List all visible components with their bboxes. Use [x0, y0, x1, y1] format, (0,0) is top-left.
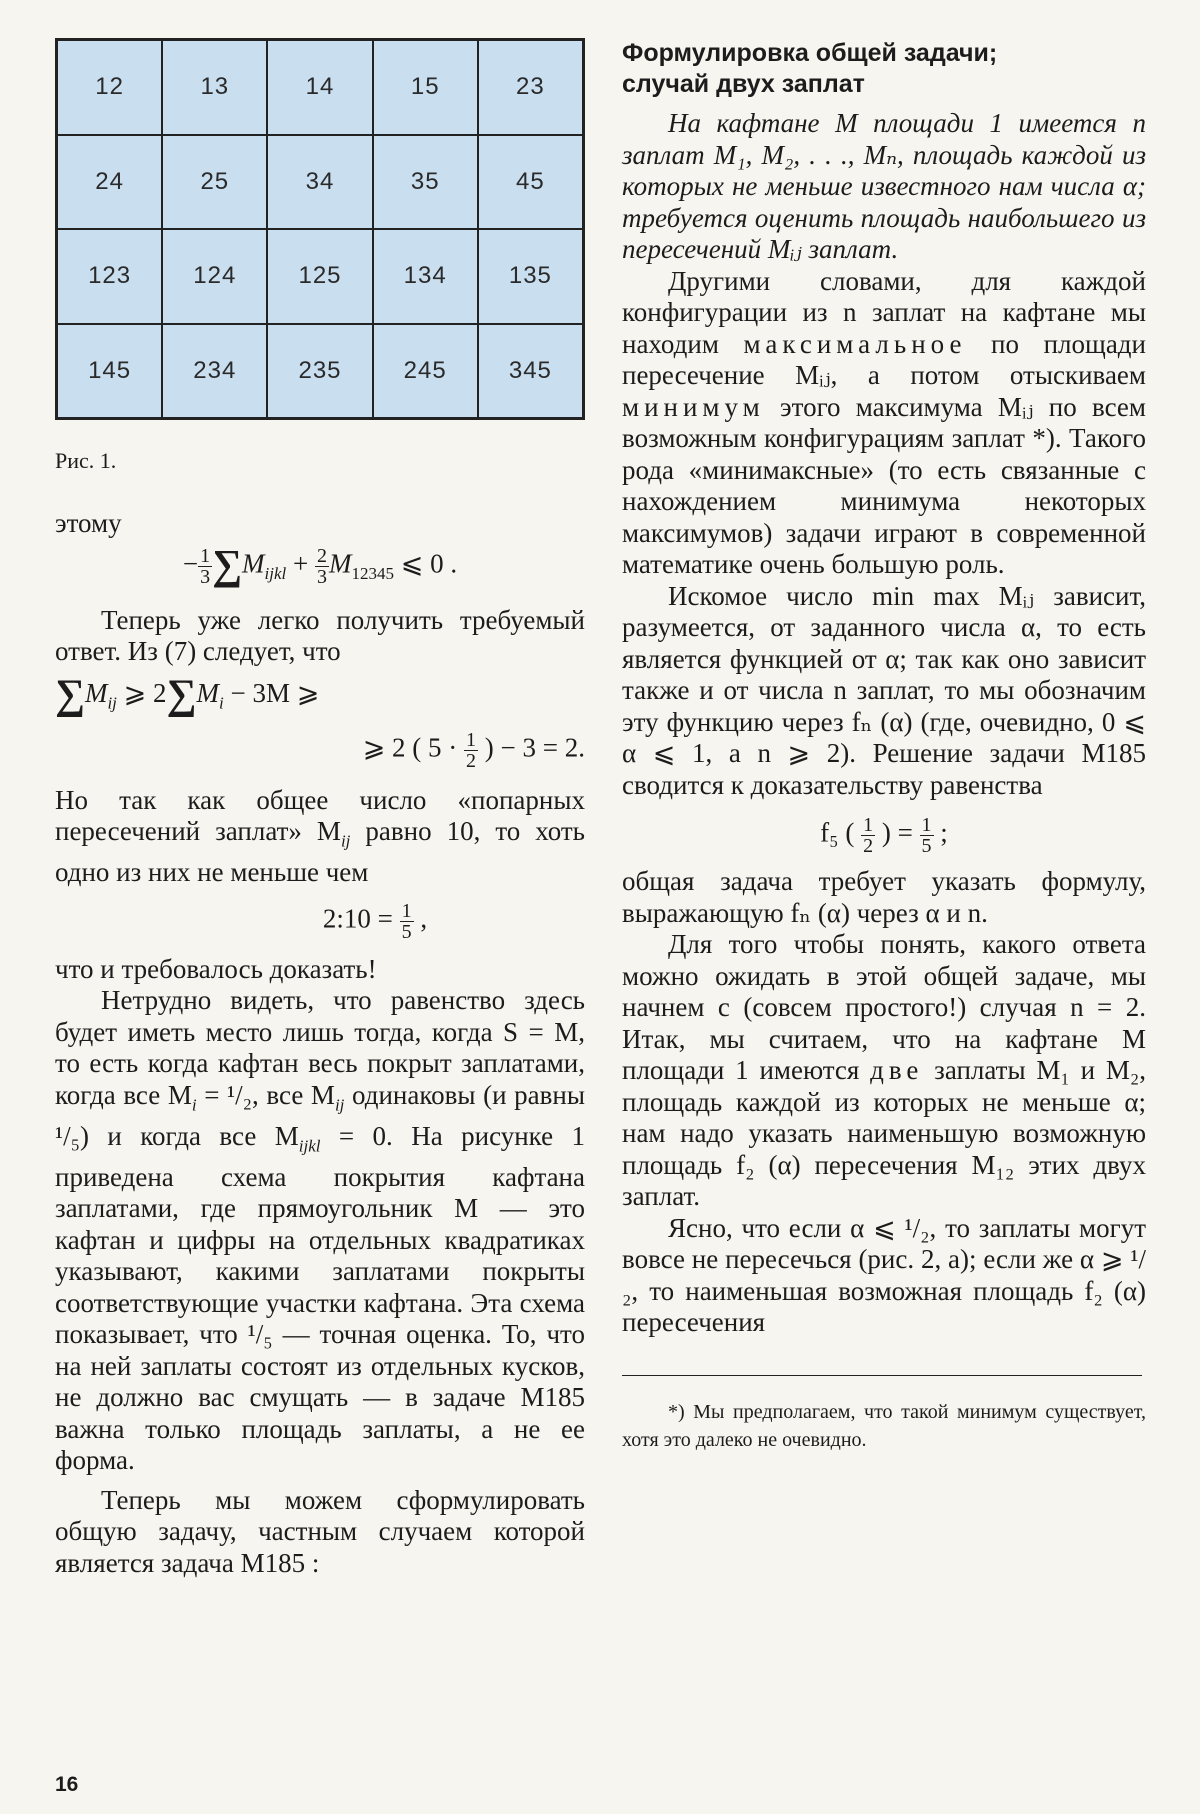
text: этого максимума Mᵢⱼ по всем возможным конфигурациям заплат *). Такого рода «минимаксные» (то есть связанные с нахождением минимума некоторых максимумов) задачи играют в современной математике очень большую роль. — [622, 391, 1146, 579]
numerator: 1 — [921, 814, 932, 836]
formula-part: ⩾ 2 — [116, 677, 167, 708]
paragraph: Теперь уже легко получить требуемый ответ. Из (7) следует, что — [55, 604, 585, 667]
formula-continuation — [55, 730, 585, 771]
paragraph: Искомое число min max Mᵢⱼ зависит, разумеется, от заданного числа α, то есть является функцией от α; так как оно зависит также и от числа n заплат, то мы обозначим эту функцию через fₙ (α) (где, очевидно, 0 ⩽ α ⩽ 1, а n ⩾ 2). Решение задачи М185 сводится к доказательству равенства — [622, 580, 1146, 800]
numerator: 1 — [863, 814, 874, 836]
grid-cell: 25 — [162, 135, 267, 230]
formula-part: M — [329, 548, 352, 579]
formula-subscript: i — [218, 692, 224, 712]
formula-ratio — [165, 901, 585, 942]
denominator: 5 — [921, 835, 932, 857]
grid-cell: 245 — [373, 324, 478, 419]
formula-sum-mijkl — [55, 542, 585, 591]
grid-cell: 345 — [478, 324, 583, 419]
text-line: этому — [55, 508, 122, 538]
formula-part: ⩾ 2 ( 5 · — [362, 732, 465, 763]
formula-part: ) − 3 = 2. — [478, 732, 585, 763]
formula-subscript: ij — [107, 692, 117, 712]
fraction — [861, 815, 875, 856]
formula-part: − — [182, 548, 199, 579]
footnote: *) Мы предполагаем, что такой минимум существует, хотя это далеко не очевидно. — [622, 1400, 1146, 1451]
grid-cell: 135 — [478, 229, 583, 324]
denominator: 3 — [200, 565, 211, 588]
heading-line: Формулировка общей задачи; — [622, 39, 998, 67]
grid-cell: 15 — [373, 40, 478, 135]
grid-cell: 23 — [478, 40, 583, 135]
subscript: ijkl — [298, 1136, 321, 1156]
formula-part: ; — [933, 817, 948, 848]
grid-cell: 125 — [267, 229, 372, 324]
formula-part: M — [84, 677, 108, 708]
denominator: 2 — [466, 749, 477, 772]
fraction — [400, 901, 414, 942]
numerator: 2 — [317, 544, 327, 567]
footnote-divider — [622, 1375, 1142, 1376]
numerator: 1 — [401, 899, 412, 922]
fraction — [464, 730, 478, 771]
formula-part: , — [413, 903, 428, 934]
grid-cell: 235 — [267, 324, 372, 419]
page-number: 16 — [55, 1773, 79, 1796]
paragraph: Теперь мы можем сформулировать общую задачу, частным случаем которой является задача М185 : — [55, 1484, 585, 1578]
grid-cell: 12 — [57, 40, 162, 135]
text: по площади пересечение Mᵢⱼ, а потом отыскиваем — [622, 328, 1146, 390]
fraction — [920, 815, 934, 856]
figure-caption: Рис. 1. — [55, 448, 117, 473]
grid-cell: 14 — [267, 40, 372, 135]
denominator: 5 — [401, 920, 412, 943]
denominator: 3 — [317, 565, 327, 588]
grid-cell: 35 — [373, 135, 478, 230]
spaced-text: две — [870, 1055, 924, 1085]
text: равно 10, то хоть одно из них не меньше чем — [55, 816, 585, 888]
grid-cell: 124 — [162, 229, 267, 324]
text: одинаковы (и равны ¹/₅) и когда все M — [55, 1079, 586, 1151]
formula-part: 2:10 = — [322, 903, 400, 934]
denominator: 2 — [863, 835, 874, 857]
text: Для того чтобы понять, какого ответа можно ожидать в этой общей задаче, мы начнем с (совсем простого!) случая n = 2. Итак, мы считаем, что на кафтане M площади 1 имеются — [622, 929, 1146, 1085]
paragraph — [55, 785, 585, 889]
sigma-symbol: ∑ — [166, 671, 197, 718]
fraction — [198, 546, 212, 587]
fraction — [315, 546, 329, 587]
text: заплаты M₁ и M₂, площадь каждой из которых не меньше α; нам надо указать наименьшую возможную площадь f₂ (α) пересечения M₁₂ этих двух заплат. — [622, 1055, 1147, 1211]
patch-grid-figure — [55, 38, 585, 420]
right-column — [622, 38, 1146, 1454]
spaced-text: минимум — [622, 391, 765, 422]
sigma-symbol: ∑ — [55, 671, 85, 718]
formula-part: − 3M ⩾ — [223, 677, 320, 708]
numerator: 1 — [466, 728, 477, 751]
grid-cell: 145 — [57, 324, 162, 419]
formula-subscript: ijkl — [264, 563, 287, 583]
numerator: 1 — [200, 544, 211, 567]
grid-cell: 34 — [267, 135, 372, 230]
heading-line: случай двух заплат — [622, 70, 865, 98]
paragraph — [622, 266, 1146, 581]
formula-part: M — [196, 677, 219, 708]
paragraph: Ясно, что если α ⩽ ¹/₂, то заплаты могут вовсе не пересечься (рис. 2, a); если же α ⩾ ¹/₂, то наименьшая возможная площадь f₂ (α) пересечения — [622, 1212, 1146, 1337]
subscript: ij — [334, 1095, 345, 1115]
formula-part: ) = — [875, 817, 920, 848]
paragraph: что и требовалось доказать! — [55, 953, 377, 984]
section-heading — [622, 38, 1146, 100]
paragraph — [55, 985, 585, 1476]
formula-subscript: 12345 — [351, 563, 394, 583]
subscript: i — [191, 1095, 197, 1115]
paragraph: На кафтане M площади 1 имеется n заплат M₁, M₂, . . ., Mₙ, площадь каждой из которых не меньше известного нам числа α; требуется оценить площадь наибольшего из пересечений Mᵢⱼ заплат. — [622, 108, 1146, 264]
formula-f5 — [622, 815, 1146, 856]
left-column — [55, 38, 585, 1579]
grid-cell: 24 — [57, 135, 162, 230]
formula-part: f₅ ( — [820, 817, 862, 848]
paragraph — [622, 929, 1146, 1213]
formula-sum-mij — [55, 671, 585, 720]
grid-cell: 123 — [57, 229, 162, 324]
text: = ¹/₂, все M — [196, 1079, 335, 1110]
spaced-text: максимальное — [743, 328, 967, 359]
formula-part: M — [242, 548, 265, 579]
text: Но так как общее число «попарных пересечений заплат» M — [55, 784, 585, 847]
grid-cell: 134 — [373, 229, 478, 324]
formula-part: + — [293, 548, 309, 579]
grid-cell: 13 — [162, 40, 267, 135]
grid-cell: 45 — [478, 135, 583, 230]
text: Другими словами, для каждой конфигурации из n заплат на кафтане мы находим — [622, 265, 1146, 359]
formula-part: ⩽ 0 . — [394, 548, 458, 579]
subscript: ij — [340, 831, 351, 851]
paragraph: общая задача требует указать формулу, выражающую fₙ (α) через α и n. — [622, 866, 1146, 928]
text: = 0. На рисунке 1 приведена схема покрытия кафтана заплатами, где прямоугольник M — это кафтан и цифры на отдельных квадратиках указывают, какими заплатами покрыты соответствующие участки кафтана. Эта схема показывает, что ¹/₅ — точная оценка. То, что на ней заплаты состоят из отдельных кусков, не должно вас смущать — в задаче М185 важна только площадь заплаты, а не ее форма. — [55, 1120, 586, 1476]
grid-cell: 234 — [162, 324, 267, 419]
sigma-symbol: ∑ — [212, 542, 243, 589]
text: Нетрудно видеть, что равенство здесь будет иметь место лишь тогда, когда S = M, то есть когда кафтан весь покрыт заплатами, когда все M — [55, 985, 585, 1110]
